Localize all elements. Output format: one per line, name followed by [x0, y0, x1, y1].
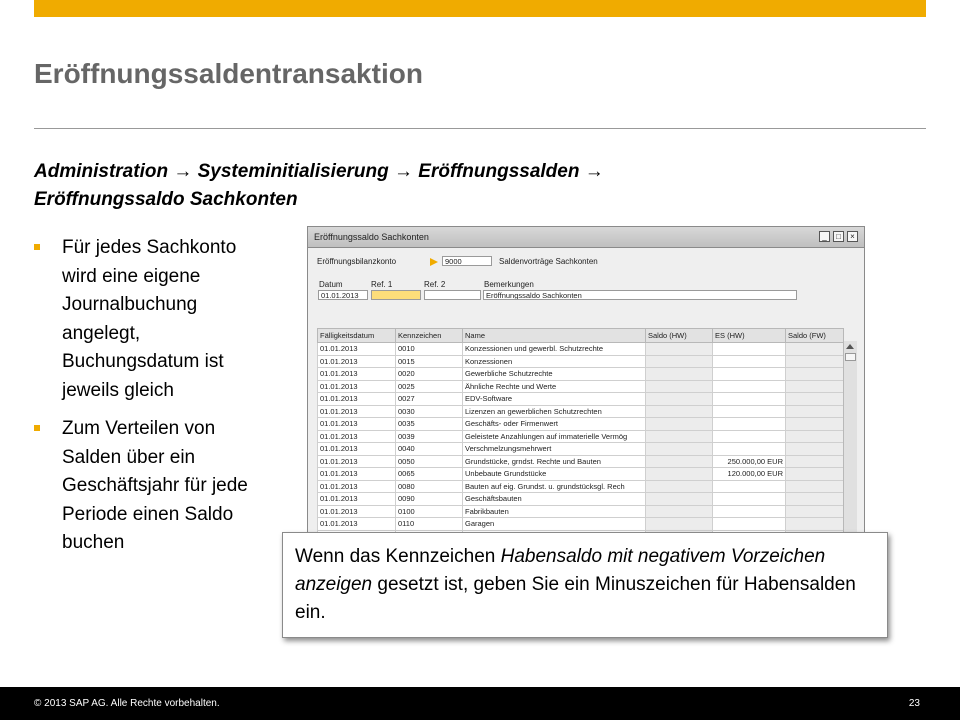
title-divider [34, 128, 926, 129]
balance-fc-cell[interactable] [786, 468, 844, 481]
table-row[interactable] [318, 493, 844, 506]
balance-lc-cell[interactable] [646, 455, 713, 468]
opening-balance-cell[interactable] [713, 518, 786, 531]
balance-fc-cell[interactable] [786, 405, 844, 418]
bemerkungen-field[interactable]: Eröffnungssaldo Sachkonten [483, 290, 797, 300]
account-name-cell: Geschäftsbauten [463, 493, 646, 506]
table-row[interactable] [318, 455, 844, 468]
bullet-text: Zum Verteilen von Salden über ein Geschäftsjahr für jede Periode einen Saldo buchen [62, 418, 248, 553]
table-row[interactable] [318, 393, 844, 406]
balance-lc-cell[interactable] [646, 505, 713, 518]
account-code-cell: 0090 [396, 493, 463, 506]
account-code-cell: 0010 [396, 343, 463, 356]
table-row[interactable] [318, 468, 844, 481]
ref2-field[interactable] [424, 290, 481, 300]
callout-text-end: gesetzt ist, geben Sie ein Minuszeichen für Habensalden ein. [295, 574, 856, 623]
balance-lc-cell[interactable] [646, 418, 713, 431]
scroll-thumb[interactable] [845, 353, 856, 361]
breadcrumb [34, 158, 894, 214]
table-row[interactable] [318, 518, 844, 531]
footer-bar [0, 687, 960, 720]
account-code-cell: 0080 [396, 480, 463, 493]
table-header-row [318, 329, 844, 343]
opening-balance-cell[interactable] [713, 380, 786, 393]
account-code-cell: 0035 [396, 418, 463, 431]
account-code-cell: 0020 [396, 368, 463, 381]
account-name-cell: Unbebaute Grundstücke [463, 468, 646, 481]
opening-balance-cell[interactable] [713, 493, 786, 506]
due-date-cell: 01.01.2013 [318, 343, 396, 356]
due-date-cell: 01.01.2013 [318, 380, 396, 393]
account-code-cell: 0040 [396, 443, 463, 456]
bullet-square-icon [34, 244, 40, 250]
account-name-cell: Verschmelzungsmehrwert [463, 443, 646, 456]
account-code-cell: 0027 [396, 393, 463, 406]
account-code-cell: 0110 [396, 518, 463, 531]
opening-balance-cell[interactable] [713, 505, 786, 518]
table-row[interactable] [318, 343, 844, 356]
table-row[interactable] [318, 405, 844, 418]
balance-lc-cell[interactable] [646, 405, 713, 418]
column-header[interactable]: Saldo (FW) [786, 329, 844, 343]
ref1-label: Ref. 1 [371, 280, 393, 289]
bemerkungen-label: Bemerkungen [484, 280, 534, 289]
column-header[interactable]: Name [463, 329, 646, 343]
balance-fc-cell[interactable] [786, 380, 844, 393]
top-accent-bar [34, 0, 926, 17]
callout-text: Wenn das Kennzeichen [295, 546, 501, 567]
account-label: Eröffnungsbilanzkonto [317, 257, 397, 266]
table-row[interactable] [318, 505, 844, 518]
due-date-cell: 01.01.2013 [318, 355, 396, 368]
column-header[interactable]: Kennzeichen [396, 329, 463, 343]
balance-fc-cell[interactable] [786, 480, 844, 493]
opening-balance-cell[interactable] [713, 430, 786, 443]
table-row[interactable] [318, 380, 844, 393]
minimize-button[interactable]: _ [819, 231, 830, 242]
balance-lc-cell[interactable] [646, 468, 713, 481]
breadcrumb-line-1: Administration → Systeminitialisierung → Eröffnungssalden → [34, 161, 604, 182]
due-date-cell: 01.01.2013 [318, 405, 396, 418]
ref1-field[interactable] [371, 290, 421, 300]
bullet-list [34, 234, 274, 568]
bullet-text: Für jedes Sachkonto wird eine eigene Journalbuchung angelegt, Buchungsdatum ist jeweils gleich [62, 237, 237, 401]
account-field[interactable]: 9000 [442, 256, 492, 266]
ref2-label: Ref. 2 [424, 280, 446, 289]
account-name-cell: Geschäfts- oder Firmenwert [463, 418, 646, 431]
due-date-cell: 01.01.2013 [318, 480, 396, 493]
column-header[interactable]: ES (HW) [713, 329, 786, 343]
page-title: Eröffnungssaldentransaktion [34, 58, 423, 89]
balance-fc-cell[interactable] [786, 343, 844, 356]
table-row[interactable] [318, 480, 844, 493]
due-date-cell: 01.01.2013 [318, 518, 396, 531]
balance-lc-cell[interactable] [646, 443, 713, 456]
account-code-cell: 0015 [396, 355, 463, 368]
table-row[interactable] [318, 443, 844, 456]
opening-balance-cell[interactable] [713, 443, 786, 456]
account-name-cell: Gewerbliche Schutzrechte [463, 368, 646, 381]
account-name-cell: Lizenzen an gewerblichen Schutzrechten [463, 405, 646, 418]
due-date-cell: 01.01.2013 [318, 468, 396, 481]
column-header[interactable]: Saldo (HW) [646, 329, 713, 343]
account-name-cell: Grundstücke, grndst. Rechte und Bauten [463, 455, 646, 468]
opening-balance-cell[interactable]: 120.000,00 EUR [713, 468, 786, 481]
account-name-cell: Konzessionen und gewerbl. Schutzrechte [463, 343, 646, 356]
opening-balance-cell[interactable] [713, 393, 786, 406]
balance-lc-cell[interactable] [646, 368, 713, 381]
due-date-cell: 01.01.2013 [318, 505, 396, 518]
account-name-cell: Ähnliche Rechte und Werte [463, 380, 646, 393]
due-date-cell: 01.01.2013 [318, 430, 396, 443]
datum-label: Datum [319, 280, 343, 289]
due-date-cell: 01.01.2013 [318, 443, 396, 456]
table-row[interactable] [318, 355, 844, 368]
balance-fc-cell[interactable] [786, 505, 844, 518]
balance-fc-cell[interactable] [786, 443, 844, 456]
balance-fc-cell[interactable] [786, 430, 844, 443]
table-row[interactable] [318, 430, 844, 443]
balance-lc-cell[interactable] [646, 480, 713, 493]
account-code-cell: 0065 [396, 468, 463, 481]
sap-window [307, 226, 865, 538]
close-button[interactable]: × [847, 231, 858, 242]
balance-fc-cell[interactable] [786, 393, 844, 406]
table-row[interactable] [318, 368, 844, 381]
scroll-up-icon[interactable] [846, 344, 854, 349]
maximize-button[interactable]: □ [833, 231, 844, 242]
window-titlebar [308, 227, 864, 248]
opening-balance-cell[interactable] [713, 418, 786, 431]
breadcrumb-line-2: Eröffnungssaldo Sachkonten [34, 189, 298, 210]
account-name-cell: Fabrikbauten [463, 505, 646, 518]
balance-lc-cell[interactable] [646, 393, 713, 406]
account-description: Saldenvorträge Sachkonten [499, 257, 598, 266]
balance-lc-cell[interactable] [646, 493, 713, 506]
datum-field[interactable]: 01.01.2013 [318, 290, 368, 300]
account-name-cell: Garagen [463, 518, 646, 531]
due-date-cell: 01.01.2013 [318, 418, 396, 431]
balance-lc-cell[interactable] [646, 355, 713, 368]
due-date-cell: 01.01.2013 [318, 455, 396, 468]
balance-fc-cell[interactable] [786, 355, 844, 368]
balance-fc-cell[interactable] [786, 368, 844, 381]
opening-balance-cell[interactable]: 250.000,00 EUR [713, 455, 786, 468]
due-date-cell: 01.01.2013 [318, 493, 396, 506]
opening-balance-cell[interactable] [713, 368, 786, 381]
balance-lc-cell[interactable] [646, 518, 713, 531]
account-name-cell: EDV-Software [463, 393, 646, 406]
callout-flag-name: Habensaldo mit negativem Vorzeichen anzeigen [295, 546, 826, 595]
account-name-cell: Bauten auf eig. Grundst. u. grundstücksgl. Rech [463, 480, 646, 493]
account-name-cell: Konzessionen [463, 355, 646, 368]
account-code-cell: 0025 [396, 380, 463, 393]
due-date-cell: 01.01.2013 [318, 368, 396, 381]
balance-lc-cell[interactable] [646, 430, 713, 443]
table-row[interactable] [318, 418, 844, 431]
copyright: © 2013 SAP AG. Alle Rechte vorbehalten. [34, 698, 220, 709]
column-header[interactable]: Fälligkeitsdatum [318, 329, 396, 343]
window-title: Eröffnungssaldo Sachkonten [314, 232, 429, 242]
page-number: 23 [908, 698, 920, 709]
bullet-item [34, 234, 274, 405]
account-name-cell: Geleistete Anzahlungen auf immaterielle Vermög [463, 430, 646, 443]
table-scrollbar[interactable] [843, 341, 857, 538]
opening-balance-cell[interactable] [713, 405, 786, 418]
balance-fc-cell[interactable] [786, 493, 844, 506]
account-code-cell: 0039 [396, 430, 463, 443]
opening-balance-cell[interactable] [713, 355, 786, 368]
account-code-cell: 0030 [396, 405, 463, 418]
opening-balance-cell[interactable] [713, 343, 786, 356]
balances-table [317, 328, 844, 538]
balance-lc-cell[interactable] [646, 343, 713, 356]
due-date-cell: 01.01.2013 [318, 393, 396, 406]
account-code-cell: 0050 [396, 455, 463, 468]
balance-fc-cell[interactable] [786, 418, 844, 431]
arrow-link-icon[interactable] [430, 258, 438, 266]
balance-lc-cell[interactable] [646, 380, 713, 393]
window-body [308, 248, 864, 538]
opening-balance-cell[interactable] [713, 480, 786, 493]
info-callout [282, 532, 888, 638]
balance-fc-cell[interactable] [786, 455, 844, 468]
account-code-cell: 0100 [396, 505, 463, 518]
balance-fc-cell[interactable] [786, 518, 844, 531]
bullet-square-icon [34, 425, 40, 431]
bullet-item [34, 415, 274, 558]
